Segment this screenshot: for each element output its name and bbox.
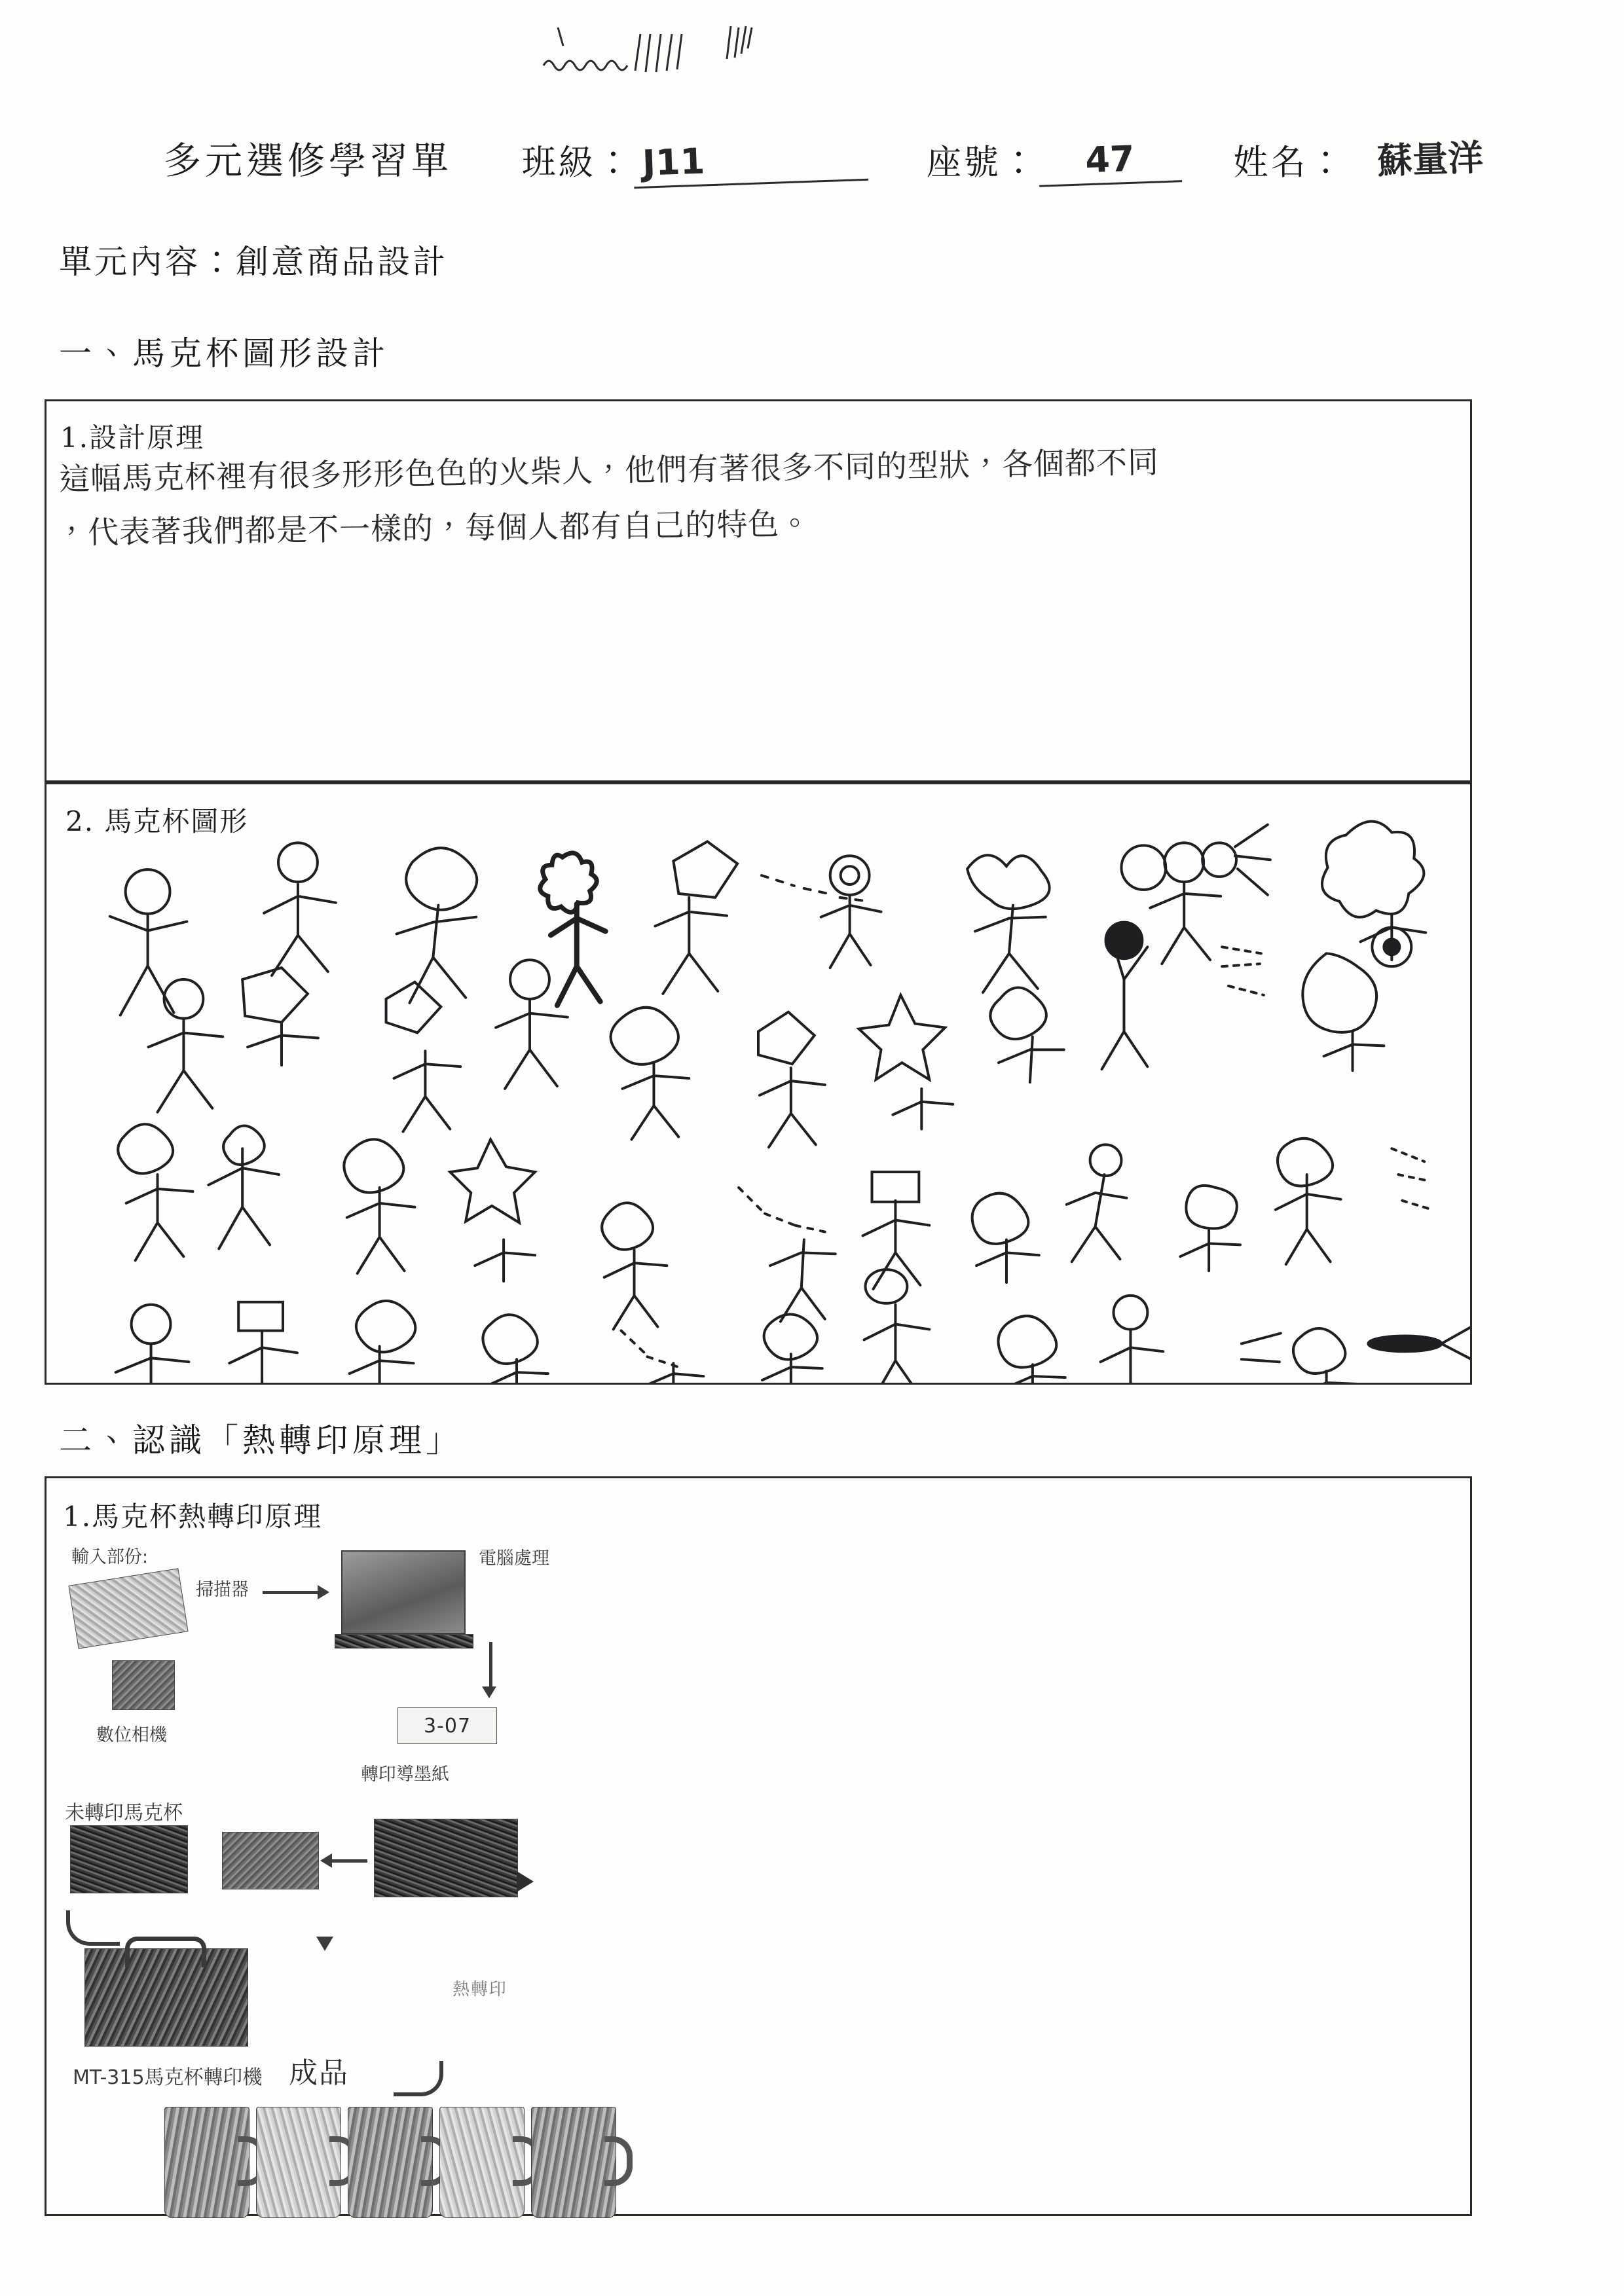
design-principle-answer-line-1[interactable]: 這幅馬克杯裡有很多形形色色的火柴人，他們有著很多不同的型狀，各個都不同 — [58, 444, 1160, 498]
stick-figure-drawing — [46, 784, 1470, 1383]
to-product-arrow — [394, 2061, 443, 2096]
mug-graphic-box — [45, 782, 1472, 1385]
heat-transfer-label: 1.馬克杯熱轉印原理 — [63, 1501, 323, 1533]
mug-handle — [604, 2136, 633, 2186]
field-class-label: 班級： — [521, 143, 633, 183]
finished-mugs-row — [164, 2107, 616, 2218]
heat-transfer-note: 熱轉印 — [452, 1980, 508, 1999]
transfer-paper-label: 轉印導墨紙 — [361, 1764, 449, 1785]
header-row — [164, 131, 1506, 185]
scanner-arrow-head — [318, 1585, 329, 1599]
wrapped-mug-photo — [222, 1832, 319, 1889]
field-name-value[interactable]: 蘇量洋 — [1376, 137, 1485, 182]
input-part-label: 輸入部份: — [71, 1547, 149, 1567]
computer-base — [335, 1634, 473, 1649]
unit-content-line — [59, 236, 448, 283]
to-machine-arrow-head — [517, 1871, 534, 1892]
finished-mug — [164, 2107, 249, 2218]
digital-camera-label: 數位相機 — [96, 1725, 167, 1745]
scanner-photo — [68, 1568, 188, 1649]
field-class — [521, 135, 868, 185]
computer-screen — [341, 1550, 466, 1634]
printed-paper: 3-07 — [397, 1707, 497, 1744]
computer-to-paper-arrow — [489, 1642, 492, 1690]
field-name-label: 姓名： — [1234, 143, 1346, 183]
wrap-arrow — [328, 1859, 367, 1863]
design-principle-label: 1.設計原理 — [60, 422, 205, 454]
field-seat-number-value[interactable]: 47 — [1038, 136, 1182, 187]
computer-label: 電腦處理 — [479, 1548, 549, 1569]
down-curve-arrow — [66, 1910, 120, 1946]
blank-mug-photo — [70, 1825, 188, 1893]
mug-graphic-label: 2. 馬克杯圖形 — [65, 805, 249, 837]
field-seat-number — [927, 135, 1181, 185]
wrap-arrow-head — [320, 1853, 332, 1868]
section-heading-1: 一、馬克杯圖形設計 — [59, 335, 389, 373]
mug-with-paper-photo — [374, 1819, 518, 1897]
design-principle-answer-line-2[interactable]: ，代表著我們都是不一樣的，每個人都有自己的特色。 — [56, 505, 811, 552]
machine-handle — [125, 1937, 206, 1967]
finished-mug — [256, 2107, 341, 2218]
scanner-label: 掃描器 — [196, 1580, 249, 1600]
scanner-arrow — [263, 1591, 320, 1594]
finished-mug — [531, 2107, 616, 2218]
heat-transfer-box — [45, 1476, 1472, 2216]
blank-mug-label: 未轉印馬克杯 — [65, 1802, 183, 1825]
unit-content-label: 單元內容： — [59, 243, 236, 281]
field-class-value[interactable]: J11 — [633, 135, 868, 189]
finished-product-label: 成品 — [289, 2056, 349, 2090]
field-seat-number-label: 座號： — [927, 143, 1039, 183]
finished-mug — [348, 2107, 433, 2218]
machine-flow-arrow-head — [316, 1937, 333, 1951]
section-heading-2: 二、認識「熱轉印原理」 — [59, 1421, 462, 1459]
field-name — [1234, 132, 1515, 185]
digital-camera-photo — [112, 1660, 175, 1710]
computer-to-paper-arrow-head — [482, 1686, 496, 1698]
machine-label: MT-315馬克杯轉印機 — [73, 2066, 263, 2089]
unit-content-value: 創意商品設計 — [236, 243, 448, 281]
pen-test-scribble — [537, 20, 845, 105]
finished-mug — [439, 2107, 525, 2218]
page-title: 多元選修學習單 — [164, 139, 452, 183]
